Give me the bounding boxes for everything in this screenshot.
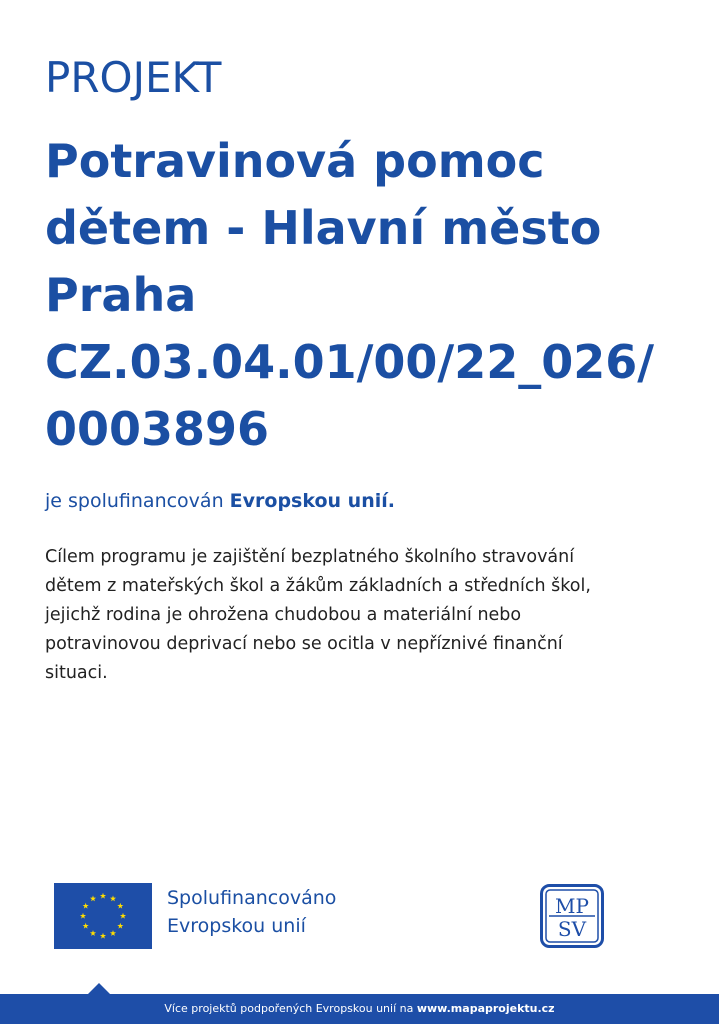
project-title [45,128,685,463]
cofinance-statement [45,488,395,514]
cofinance-prefix: je spolufinancován [45,490,230,512]
title-line: 0003896 [45,402,270,456]
description-line: potravinovou deprivací nebo se ocitla v nepříznivé finanční [45,634,563,654]
eu-flag-icon [54,883,152,949]
eu-flag-stars [54,883,152,949]
title-line: Praha [45,268,197,322]
footer-prefix: Více projektů podpořených Evropskou unií na [164,1002,417,1015]
footer-link[interactable]: www.mapaprojektu.cz [416,1002,555,1015]
description-line: Cílem programu je zajištění bezplatného školního stravování [45,547,575,567]
title-line: Potravinová pomoc [45,134,545,188]
cofinance-eu: Evropskou unií. [229,490,395,512]
mpsv-logo-top: MP [555,894,589,918]
description-line: situaci. [45,663,108,683]
mpsv-logo-icon [540,884,604,948]
description-line: dětem z mateřských škol a žákům základních a středních škol, [45,576,591,596]
footer-text [0,994,719,1024]
eu-cofinance-logo-text [167,884,336,940]
eu-logo-line1: Spolufinancováno [167,887,337,909]
mpsv-logo-bottom: SV [557,917,587,941]
description-line: jejichž rodina je ohrožena chudobou a materiální nebo [45,605,522,625]
project-description [45,543,685,688]
title-line: CZ.03.04.01/00/22_026/ [45,335,655,389]
eu-logo-line2: Evropskou unií [167,915,306,937]
project-label: PROJEKT [45,53,222,102]
title-line: dětem - Hlavní město [45,201,602,255]
